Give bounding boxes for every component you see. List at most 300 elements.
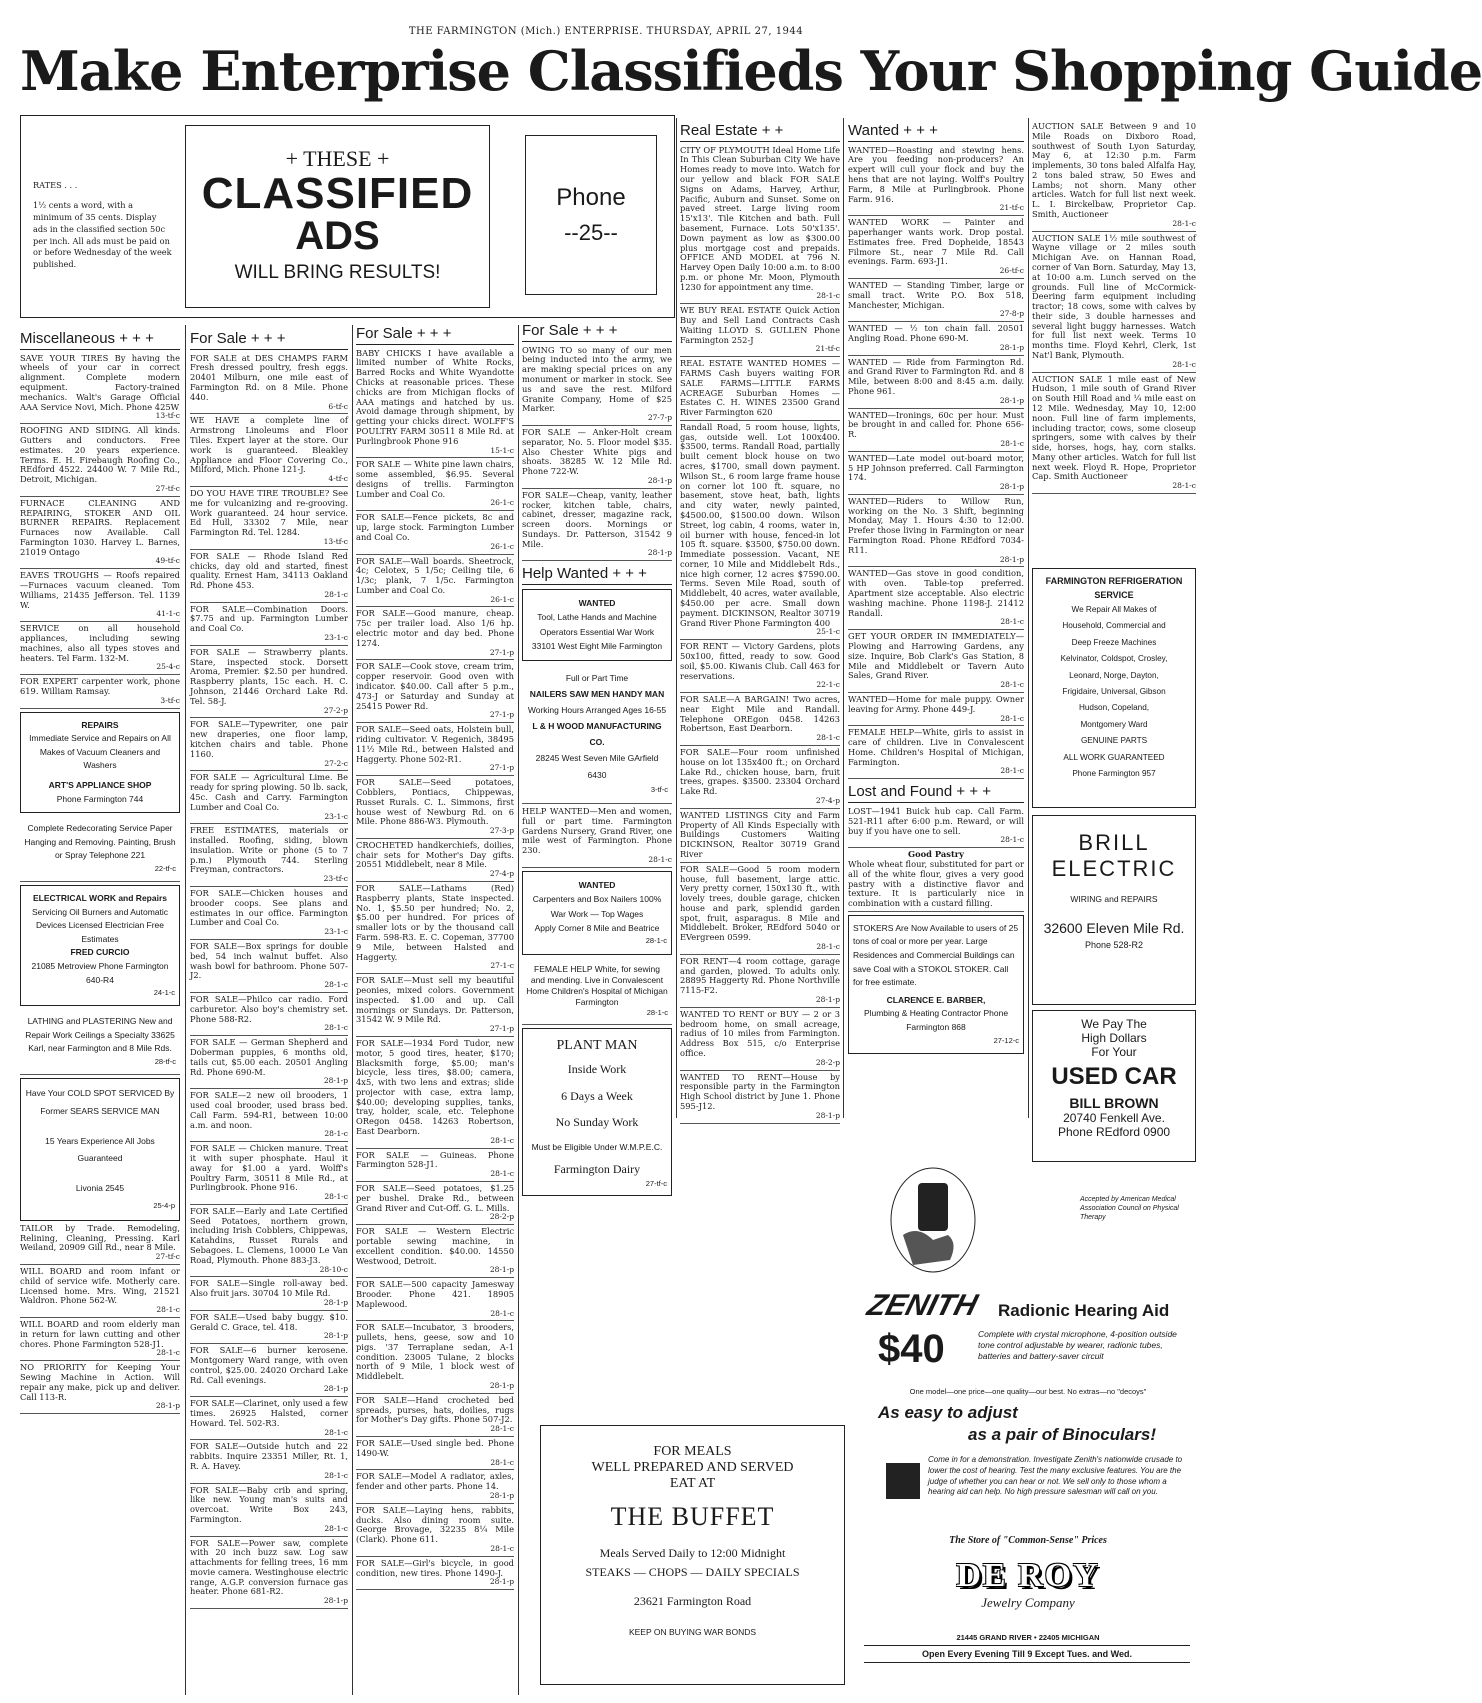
wanted2-body: Carpenters and Box Nailers 100% War Work — Top Wages: [532, 894, 662, 919]
lathing-ad: [20, 1009, 180, 1075]
ad-ref: 4-tf-c: [328, 474, 348, 484]
refrig-line: GENUINE PARTS: [1080, 736, 1148, 746]
plant-title: PLANT MAN: [556, 1038, 638, 1054]
classified-ad: [356, 1472, 514, 1503]
usedcar-phone: Phone REdford 0900: [1057, 1125, 1171, 1139]
ad-ref: 28-1-p: [323, 1384, 348, 1394]
female-ref: 28-1-c: [646, 1008, 668, 1018]
ad-text: Randall Road, 5 room house, lights, gas, outside well. Lot 100x400. $3500, terms. Randall Road, partially built cement block house on two acres, $1700, small down payment. Wilson St., 6 room large frame house on corner lot 100 ft. square, no basement, stove heat, bath, lights and city water, newly painted, $4500.00, $1500.00 down. Wilson Street, log cabin, 4 rooms, water in, oil burner with house, fenced-in lot 105 ft. square. $3500, $750.00 down. Immediate possession. Vacant, NE corner, 10 Mile and Middlebelt Rds., nice high corner, 12 acres $7590.00. Terms. Seven Mile Road, south of Middlebelt, 40 acres, water available, $450.00 per acre. Small down payment. DICKINSON, Realtor 30719 Grand River Phone Farmington 400: [680, 421, 840, 628]
section-realestate: Real Estate + +: [680, 122, 840, 142]
ad-ref: 28-1-c: [324, 980, 348, 990]
ad-ref: 28-1-c: [324, 1523, 348, 1533]
buffet-for-meals: FOR MEALS: [653, 1444, 732, 1459]
ad-ref: 15-1-c: [490, 445, 514, 455]
ad-ref: 27-3-p: [489, 826, 514, 836]
ad-text: WANTED WORK — Painter and paperhanger wants work. Drop postal. Estimates free. Fred Dopheide, 18543 Filmore St., near 7 Mile Rd. Call evenings. Farm. 693-J1.: [848, 217, 1024, 267]
classified-ad: [356, 609, 514, 660]
ad-ref: 26-tf-c: [999, 266, 1024, 276]
usedcar-big: USED CAR: [1051, 1063, 1177, 1090]
ad-ref: 28-1-c: [324, 1427, 348, 1437]
pastry-item: [848, 850, 1024, 912]
deroy-name: DE ROY: [956, 1557, 1100, 1594]
ad-text: WILL BOARD and room elderly man in return for lawn cutting and other chores. Phone Farmington 528-J1.: [20, 1319, 180, 1349]
ad-text: FOR SALE — Chicken manure. Treat it with super phosphate. Haul it away for $1.00 a yard. Wolff's Poultry Farm, 30511 8 Mile Rd., at Purlingbrook. Phone 916.: [190, 1143, 348, 1193]
ad-ref: 21-tf-c: [815, 344, 840, 354]
classified-ad: [680, 1073, 840, 1124]
classified-ad: [848, 146, 1024, 217]
ad-text: DO YOU HAVE TIRE TROUBLE? See me for vulcanizing and re-grooving. Work guaranteed. 24 hour service. Ed Hull, 33302 7 Mile, near Farmington Rd. Tel. 1284.: [190, 487, 348, 538]
classified-ad: [848, 695, 1024, 726]
company-ref: 3-tf-c: [650, 784, 668, 794]
electrical-body: Servicing Oil Burners and Automatic Devices Licensed Electrician Free Estimates: [31, 906, 169, 944]
classified-ad: [522, 491, 672, 562]
ad-ref: 28-1-c: [490, 1457, 514, 1467]
classified-ad: [190, 354, 348, 415]
electrical-title: ELECTRICAL WORK and Repairs: [33, 892, 167, 903]
ad-text: FOR SALE — Rhode Island Red chicks, day old and started, finest quality. Ernest Ham, 34113 Oakland Rd. Phone 453.: [190, 550, 348, 591]
refrig-line: Leonard, Norge, Dayton,: [1069, 670, 1159, 680]
refrig-line: ALL WORK GUARANTEED: [1063, 752, 1165, 762]
classified-ad: [356, 1227, 514, 1278]
classified-ad: [680, 642, 840, 693]
buffet-served: Meals Served Daily to 12:00 Midnight: [599, 1546, 786, 1560]
section-forsale: For Sale + + +: [356, 325, 514, 345]
wanted-title: WANTED: [578, 597, 616, 608]
ad-ref: 6-tf-c: [328, 401, 348, 411]
classified-ad: [680, 423, 840, 640]
ad-text: TAILOR by Trade. Remodeling, Relining, Cleaning, Pressing. Karl Weiland, 20909 Gill Rd., near 8 Mile.: [20, 1222, 180, 1253]
classified-ad: [190, 995, 348, 1036]
ad-ref: 28-1-p: [489, 1491, 514, 1501]
ad-ref: 28-1-c: [1000, 438, 1024, 448]
stokers-ref: 27-12-c: [993, 1035, 1019, 1045]
ad-text: AUCTION SALE Between 9 and 10 Mile Roads on Dixboro Road, southwest of South Lyon Saturday, May 6, at 12:30 p.m. Farm implements, 30 tons baled Alfalfa Hay, 2 tons baled straw, 50 Ewes and Lambs; not shorn. Many other articles. Watch for full list next week. L. I. Birckelbaw, Proprietor Cap. Smith, Auctioneer: [1032, 121, 1196, 220]
coldspot-text: Have Your COLD SPOT SERVICED By Former SEARS SERVICE MAN: [25, 1087, 175, 1116]
ad-ref: 26-1-c: [490, 541, 514, 551]
section-forsale: For Sale + + +: [190, 330, 348, 350]
classified-ad: [190, 1346, 348, 1397]
ad-text: WANTED — ½ ton chain fall. 20501 Angling Road. Phone 690-M.: [848, 323, 1024, 343]
classified-ad: [190, 416, 348, 487]
rates-body: 1½ cents a word, with a minimum of 35 cents. Display ads in the classified section 50c per inch. All ads must be paid on or before Wednesday of the week published.: [33, 199, 172, 270]
deroy-open: Open Every Evening Till 9 Except Tues. and Wed.: [864, 1645, 1190, 1663]
ad-ref: 28-1-p: [489, 1265, 514, 1275]
ad-text: WANTED—Riders to Willow Run, working on the No. 3 Shift, beginning Monday, May 1. Hours 4:30 to 12:00. Prefer those living in Farmington or near Farmington Road. Phone REdford 7034-R11.: [848, 495, 1024, 555]
usedcar-line1: We Pay The: [1081, 1017, 1147, 1031]
ad-ref: 27-1-p: [489, 1024, 514, 1034]
misc-column: [20, 330, 180, 1698]
classified-ad: [356, 725, 514, 776]
classified-ad: [356, 1280, 514, 1321]
ad-ref: 28-1-p: [647, 548, 672, 558]
ad-text: FOR SALE — White pine lawn chairs, some assembled, $6.95. Several designs of trellis. Farmington Lumber and Coal Co.: [356, 459, 514, 499]
ad-text: FOR SALE—Chicken houses and brooder coops. See plans and estimates in our office. Farmington Lumber and Coal Co.: [190, 888, 348, 928]
ad-text: FOR SALE—Typewriter, one pair new draperies, one floor lamp, kitchen chairs and table. Phone 1160.: [190, 719, 348, 759]
wanted-column: [848, 122, 1024, 1112]
ad-text: FOR SALE—Early and Late Certified Seed Potatoes, northern grown, including Irish Cobblers, Chippewas, Katahdins, Russet Rurals and Sebagoes. L. Clemens, 10000 Le Van Road, Plymouth. Phone 883-J3.: [190, 1205, 348, 1265]
lost-ad: [848, 807, 1024, 848]
ad-ref: 28-1-c: [324, 1470, 348, 1480]
wanted2-title: WANTED: [578, 879, 616, 890]
deroy-addr: 21445 GRAND RIVER • 22405 MICHIGAN: [956, 1633, 1100, 1642]
ad-text: FOR SALE—Used baby buggy. $10. Gerald C. Grace, tel. 418.: [190, 1311, 348, 1332]
lost-ref: 28-1-c: [1000, 835, 1024, 845]
classified-ad: [190, 605, 348, 646]
carpenters-wanted-ad: [522, 871, 672, 956]
classified-ad: [190, 1207, 348, 1278]
forsale-column-3: [522, 322, 672, 1412]
classified-ad: [190, 1144, 348, 1205]
classified-ad: [356, 349, 514, 459]
classified-ad: [356, 460, 514, 511]
phone-label: Phone: [556, 184, 626, 211]
promo-these: + THESE +: [285, 146, 390, 171]
ad-text: FOR SALE—Laying hens, rabbits, ducks. Also dining room suite. George Brovage, 32235 8¼ Mile (Clark). Phone 611.: [356, 1504, 514, 1545]
ad-ref: 28-1-c: [324, 1129, 348, 1139]
refrig-title: FARMINGTON REFRIGERATION SERVICE: [1045, 576, 1183, 600]
classified-ad: [848, 281, 1024, 322]
refrig-line: We Repair All Makes of: [1071, 605, 1157, 614]
ad-text: FOR SALE—Wall boards. Sheetrock, 4c; Celotex, 5 1/5c; Ceiling tile, 6 1/3c; plank, 7 1/5c. Farmington Lumber and Coal Co.: [356, 555, 514, 595]
wanted2-addr: Apply Corner 8 Mile and Beatrice: [534, 923, 660, 934]
company-addr: 28245 West Seven Mile GArfield 6430: [535, 753, 659, 780]
plant-ref: 27-tf-c: [645, 1179, 667, 1189]
column-rule: [185, 325, 186, 1695]
ad-ref: 28-1-c: [490, 1424, 514, 1434]
classified-ad: [190, 826, 348, 887]
section-wanted: Wanted + + +: [848, 122, 1024, 142]
ad-ref: 28-1-c: [490, 1544, 514, 1553]
ad-text: OWING TO so many of our men being inducted into the army, we are making special prices on any monument or marker in stock. See us and save the rest. Milford Granite Company, Home of $25 Marker.: [522, 344, 672, 414]
classified-ad: [190, 1279, 348, 1310]
classified-ad: [356, 884, 514, 974]
ad-text: WANTED TO RENT or BUY — 2 or 3 bedroom home, on small acreage, radius of 10 miles from Farmington. Address Box 515, c/o Enterprise office.: [680, 1008, 840, 1058]
ad-text: FOR SALE—Good 5 room modern house, full basement, large attic. Very pretty corner, 150x130 ft., with lovely trees, double garage, chicken house and park, splendid garden spot, fruit, asparagus. 8 Mile and Middlebelt. Broker, REdford 5040 or EVergreen 0599.: [680, 863, 840, 943]
classified-ad: [848, 632, 1024, 693]
section-forsale: For Sale + + +: [522, 322, 672, 342]
classified-ad: [20, 1224, 180, 1265]
ad-ref: 28-1-c: [490, 1308, 514, 1318]
ad-ref: 28-1-c: [1172, 359, 1196, 369]
ad-text: FOR SALE—Four room unfinished house on lot 135x400 ft.; on Orchard Lake Rd., chicken house, barn, fruit trees, grapes. $3500. 23304 Orchard Lake Rd.: [680, 747, 840, 797]
classified-ad: [20, 571, 180, 622]
hours: Working Hours Arranged Ages 16-55: [527, 705, 667, 715]
buffet-well: WELL PREPARED AND SERVED: [591, 1460, 794, 1475]
ad-ref: 13-tf-c: [323, 536, 348, 546]
usedcar-line3: For Your: [1091, 1045, 1137, 1059]
section-helpwanted: Help Wanted + + +: [522, 565, 672, 585]
classified-ad: [190, 1399, 348, 1440]
classified-ad: [356, 841, 514, 882]
ad-text: WANTED — Ride from Farmington Rd. and Grand River to Farmington Rd. and 8 Mile, between 8:00 and 8:45 a.m. daily. Phone 961.: [848, 356, 1024, 396]
ad-text: WANTED—Home for male puppy. Owner leaving for Army. Phone 449-J.: [848, 693, 1024, 714]
ad-text: AUCTION SALE 1 mile east of New Hudson, 1 mile south of Grand River on South Hill Road and ¼ mile east on 12 Mile. Wednesday, May 10, 12:00 noon. Full line of farm implements, including tractor, cows, some closeup springers, some with calves by their side, horses, hogs, hay, corn stalks. Many other articles. Watch for full list next week. Floyd R. Hope, Proprietor Cap. Smith Auctioneer: [1032, 373, 1196, 482]
classified-ad: [680, 146, 840, 305]
tool-wanted-ad: [522, 589, 672, 661]
ad-ref: 28-1-c: [156, 1305, 180, 1315]
electrical-ad: [20, 885, 180, 1006]
classified-ad: [190, 942, 348, 993]
classified-ad: [20, 1267, 180, 1318]
ad-text: WANTED LISTINGS City and Farm Property of All Kinds Especially with Buildings Customers Waiting DICKINSON, Realtor 30719 Grand River: [680, 809, 840, 859]
pastry-title: Good Pastry: [908, 849, 964, 860]
female-help-ad: [522, 958, 672, 1025]
classified-ad: [356, 513, 514, 554]
phone-number: --25--: [564, 220, 618, 245]
ad-text: WANTED—Late model out-board motor, 5 HP Johnson preferred. Call Farmington 174.: [848, 452, 1024, 483]
refrig-line: Hudson, Copeland,: [1078, 703, 1150, 713]
ad-text: FOR SALE—Clarinet, only used a few times. 26925 Halsted, corner Howard. Tel. 502-R3.: [190, 1398, 348, 1428]
refrig-line: Montgomery Ward: [1080, 719, 1148, 729]
classified-ad: [848, 324, 1024, 355]
ad-text: FOR SALE—Used single bed. Phone 1490-W.: [356, 1438, 514, 1458]
redecorating-ref: 22-tf-c: [154, 863, 176, 873]
classified-ad: [356, 557, 514, 608]
brill-ad: [1032, 815, 1196, 1005]
wanted-addr: 33101 West Eight Mile Farmington: [531, 641, 663, 652]
ad-ref: 28-1-c: [1000, 766, 1024, 776]
classified-ad: [356, 1396, 514, 1437]
buffet-ad: [540, 1425, 845, 1685]
appliance-phone: Phone Farmington 744: [56, 793, 144, 804]
plant-elig: Must be Eligible Under W.M.P.E.C.: [531, 1142, 663, 1153]
brill-name1: BRILL: [1078, 830, 1150, 855]
buffet-name: THE BUFFET: [610, 1502, 775, 1531]
binoculars-icon: [886, 1463, 920, 1499]
electrical-ref: 24-1-c: [153, 988, 175, 998]
ad-text: WANTED — Standing Timber, large or small tract. Write P.O. Box 518, Manchester, Michigan.: [848, 279, 1024, 310]
ad-text: WILL BOARD and room infant or child of service wife. Motherly care. Licensed home. Mrs. Wing, 21521 Waldron. Phone 562-W.: [20, 1266, 180, 1306]
zenith-desc: Complete with crystal microphone, 4-position outside tone control adjustable by wearer, radionic tubes, batteries and battery-saver circuit: [978, 1329, 1177, 1362]
classified-ad: [20, 677, 180, 708]
ad-text: FOR RENT—4 room cottage, garage and garden, plowed. To adults only. 28895 Haggerty Rd. Phone Northville 7115-F2.: [680, 955, 840, 996]
stokers-name: CLARENCE E. BARBER,: [886, 994, 986, 1005]
redecorating-ad: [20, 816, 180, 882]
ad-ref: 28-1-p: [999, 482, 1024, 492]
ad-text: WE BUY REAL ESTATE Quick Action Buy and Sell Land Contracts Cash Waiting LLOYD S. GULLEN Phone Farmington 252-J: [680, 305, 840, 345]
refrig-line: Frigidaire, Universal, Gibson: [1062, 687, 1166, 697]
plant-line-1: Inside Work: [567, 1062, 627, 1077]
ad-ref: 28-1-p: [323, 1298, 348, 1307]
ad-text: FOR SALE—Model A radiator, axles, fender and other parts. Phone 14.: [356, 1471, 514, 1492]
forsale-column-1: [190, 330, 348, 1698]
ad-text: FOR SALE—500 capacity Jamesway Brooder. Phone 421. 18905 Maplewood.: [356, 1279, 514, 1309]
ad-ref: 27-4-p: [815, 796, 840, 805]
usedcar-ad: [1032, 1010, 1196, 1162]
ad-text: NO PRIORITY for Keeping Your Sewing Machine in Action. Will repair any make, pick up and deliver. Call 113-R.: [20, 1362, 180, 1402]
ad-ref: 28-1-c: [1000, 617, 1024, 627]
promo-classified: CLASSIFIED: [201, 169, 474, 218]
rates-title: RATES . . .: [33, 180, 78, 190]
classified-ad: [190, 1486, 348, 1537]
ad-text: FURNACE CLEANING AND REPAIRING, STOKER AND OIL BURNER REPAIRS. Replacement Furnaces now Available. Call Farmington 1030. Harvey L. Barnes, 21019 Ontago: [20, 497, 180, 557]
classified-ad: [356, 1184, 514, 1225]
ad-text: FOR EXPERT carpenter work, phone 619. William Ramsay.: [20, 676, 180, 696]
ad-text: FOR SALE—Seed oats, Holstein bull, riding cultivator. V. Regenich, 38495 11½ Mile Rd., between Halsted and Haggerty. Phone 502-R1.: [356, 724, 514, 764]
classified-ad: [1032, 122, 1196, 232]
ad-text: FOR SALE — Anker-Holt cream separator, No. 5. Floor model $35. Also Chester White pigs and shoats. 38285 W. 12 Mile Rd. Phone 722-W.: [522, 427, 672, 477]
ad-ref: 28-1-p: [155, 1401, 180, 1411]
masthead: THE FARMINGTON (Mich.) ENTERPRISE. THURSDAY, APRIL 27, 1944: [408, 26, 804, 37]
classified-ad: [522, 346, 672, 426]
ad-ref: 28-1-p: [999, 554, 1024, 564]
classified-ad: [20, 354, 180, 425]
buffet-addr: 23621 Farmington Road: [633, 1594, 752, 1608]
classified-ad: [680, 957, 840, 1008]
ad-ref: 28-1-c: [1172, 481, 1196, 491]
ad-ref: 28-1-c: [324, 1192, 348, 1202]
ad-text: FOR SALE — Guineas. Phone Farmington 528-J1.: [356, 1149, 514, 1170]
classified-ad: [190, 1091, 348, 1142]
ad-text: SERVICE on all household appliances, including sewing machines, also all types stoves and heaters. Tel Farm. 132-M.: [20, 623, 180, 663]
ad-text: FOR SALE—2 new oil brooders, 1 used coal brooder, used brass bed. Call Farm. 594-R1, between 10:00 a.m. and noon.: [190, 1090, 348, 1130]
ad-text: FOR SALE — German Shepherd and Doberman puppies, 6 months old, tails cut, $5.00 each. 20501 Angling Rd. Phone 690-M.: [190, 1037, 348, 1077]
lathing-ref: 28-tf-c: [154, 1056, 176, 1066]
ad-ref: 28-1-p: [323, 1331, 348, 1341]
coldspot-exp: 15 Years Experience All Jobs Guaranteed: [45, 1135, 155, 1164]
ad-text: FOR SALE—Box springs for double bed, 54 inch walnut buffet. Also wash bowl for bathroom. Phone 507-J2.: [190, 941, 348, 981]
brill-addr: 32600 Eleven Mile Rd.: [1043, 920, 1185, 936]
auction-column: [1032, 122, 1196, 562]
stokers-text: STOKERS Are Now Available to users of 25 tons of coal or more per year. Large Residences and Commercial Buildings can save Coal with a STOKOL STOKER. Call for free estimate.: [853, 922, 1019, 988]
classified-ad: [680, 359, 840, 421]
ad-text: GET YOUR ORDER IN IMMEDIATELY—Plowing and Harrowing Gardens, any size. Inquire, Bob Clark's Gas Station, 8 Mile and Middlebelt or Tavern Auto Sales, Grand River.: [848, 631, 1024, 681]
ad-ref: 41-1-c: [156, 609, 180, 619]
classified-ad: [522, 428, 672, 489]
ad-ref: 27-1-c: [490, 961, 514, 971]
phone-box: [525, 135, 657, 295]
hand-holding-device-icon: [888, 1165, 978, 1275]
ad-ref: 23-1-c: [324, 811, 348, 821]
classified-ad: [1032, 375, 1196, 494]
nursery-ad: [522, 807, 672, 868]
ad-ref: 28-2-p: [815, 1057, 840, 1067]
classified-ad: [848, 411, 1024, 452]
classified-ad: [1032, 234, 1196, 373]
ad-ref: 25-4-c: [156, 662, 180, 672]
classified-ad: [190, 1038, 348, 1089]
ad-ref: 28-1-c: [156, 1348, 180, 1358]
buffet-eat: EAT AT: [669, 1476, 716, 1491]
ad-ref: 27-4-p: [489, 869, 514, 879]
ad-text: FOR SALE—Hand crocheted bed spreads, purses, hats, doilies, rugs for Mother's Day gifts. Phone 507-J2.: [356, 1394, 514, 1425]
wanted-body: Tool, Lathe Hands and Machine Operators Essential War Work: [537, 612, 657, 637]
ad-text: FOR SALE—Power saw, complete with 20 inch buzz saw. Log saw attachments for felling trees, 16 mm movie camera. Westinghouse electric range, A.G.P. conversion furnace gas heater. Phone 681-R2.: [190, 1537, 348, 1597]
ad-ref: 28-1-c: [816, 733, 840, 743]
company: L & H WOOD MANUFACTURING CO.: [532, 721, 662, 748]
classified-ad: [190, 889, 348, 940]
forsale-column-2: [356, 325, 514, 1698]
deroy-jewelry: Jewelry Company: [981, 1595, 1075, 1610]
ad-ref: 27-tf-c: [155, 1252, 180, 1262]
ad-ref: 26-1-c: [490, 594, 514, 604]
ad-text: FOR SALE—Must sell my beautiful peonies, mixed colors. Government inspected. $1.00 and up. Call mornings or Sundays. Dr. Patterson, 31542 W. 9 Mile Rd.: [356, 975, 514, 1025]
refrig-line: Kelvinator, Coldspot, Crosley,: [1060, 654, 1168, 664]
ad-ref: 28-1-c: [816, 942, 840, 951]
wanted2-ref: 28-1-c: [645, 936, 667, 946]
usedcar-line2: High Dollars: [1081, 1031, 1147, 1045]
brill-name2: ELECTRIC: [1051, 856, 1177, 881]
refrigeration-ad: [1032, 568, 1196, 808]
section-lostfound: Lost and Found + + +: [848, 783, 1024, 803]
section-misc: Miscellaneous + + +: [20, 330, 180, 350]
promo-results: WILL BRING RESULTS!: [234, 262, 441, 283]
ad-text: SAVE YOUR TIRES By having the wheels of your car in correct alignment. Complete modern equipment. Factory-trained mechanics. Walt's Garage Official AAA Service Novi, Mich. Phone 425W: [20, 352, 180, 412]
lathing-text: LATHING and PLASTERING New and Repair Work Ceilings a Specialty 33625 Karl, near Farmington and 8 Mile Rds.: [25, 1016, 175, 1054]
ad-ref: 28-2-p: [489, 1212, 514, 1222]
classified-ad: [356, 976, 514, 1037]
classified-ad: [20, 1320, 180, 1361]
ad-ref: 28-1-p: [323, 1076, 348, 1086]
ad-ref: 28-1-p: [489, 1381, 514, 1391]
classified-ad: [356, 1506, 514, 1557]
ad-text: FOR SALE—Seed potatoes, $1.25 per bushel. Drake Rd., between Grand River and Cut-Off. G. L. Mills.: [356, 1183, 514, 1213]
classified-ad: [680, 1010, 840, 1071]
ad-ref: 28-1-p: [815, 1110, 840, 1120]
realestate-column: [680, 122, 840, 1422]
classified-ad: [190, 648, 348, 719]
ad-text: AUCTION SALE 1½ mile southwest of Wayne village or 2 miles south Michigan Ave. on Hannan Road, corner of Van Born. Saturday, May 13, at 10:00 a.m. Lunch served on the grounds. Full line of McCormick-Deering farm equipment including tractor; 18 cows, some with calves by their side, 3 double harnesses and several light buggy harnesses. Watch for full list next week. Terms 10 months time. Floyd Kehrl, Clerk, 1st Nat'l Bank, Plymouth.: [1032, 232, 1196, 361]
classified-ad: [680, 695, 840, 746]
ad-text: FOR SALE—1934 Ford Tudor, new motor, 5 good tires, heater, $170; Blacksmith forge, $5.00; man's bicycle, less tires, $8.00; camera, 4x5, with two lens and extras; slide projector with case, extra lamp, $40.00; developing supplies, tanks, tray, holder, scale, etc. Telephone ORegon 0458. 14263 Robertson, East Dearborn.: [356, 1037, 514, 1136]
classified-ad: [190, 1539, 348, 1610]
classified-ad: [190, 720, 348, 771]
repairs-ad: [20, 712, 180, 814]
classified-ad: [356, 1323, 514, 1394]
ad-ref: 28-1-c: [1172, 218, 1196, 228]
ad-ref: 28-1-c: [490, 1135, 514, 1145]
refrig-line: Phone Farmington 957: [1072, 769, 1156, 779]
classified-ad: [680, 811, 840, 863]
plant-company: Farmington Dairy: [553, 1162, 641, 1177]
column-rule: [676, 118, 677, 1118]
ad-text: FOR SALE—Outside hutch and 22 rabbits. Inquire 23351 Miller, Rt. 1, R. A. Havey.: [190, 1441, 348, 1471]
jobs: NAILERS SAW MEN HANDY MAN: [529, 688, 665, 699]
ad-ref: 27-1-p: [489, 763, 514, 773]
column-rule: [1028, 118, 1029, 1118]
ad-ref: 28-1-c: [1000, 680, 1024, 690]
stokers-sub: Plumbing & Heating Contractor Phone Farmington 868: [863, 1008, 1009, 1033]
classified-ad: [848, 728, 1024, 779]
ad-ref: 27-2-p: [323, 705, 348, 715]
promo-ads: ADS: [295, 214, 380, 258]
ad-ref: 13-tf-c: [155, 411, 180, 421]
ad-text: EAVES TROUGHS — Roofs repaired—Furnaces vacuum cleaned. Tom Williams, 21435 Jefferson. Tel. 1139 W.: [20, 570, 180, 610]
column-rule: [843, 118, 844, 1118]
ad-text: ROOFING AND SIDING. All kinds. Gutters and conductors. Free estimates. 20 years experience. Terms. E. H. Firebaugh Roofing Co., REdford 4522. 24400 W. 7 Mile Rd., Detroit, Michigan.: [20, 425, 180, 485]
ad-text: FOR RENT — Victory Gardens, plots 50x100, fitted, ready to sow. Good soil, $5.00. Kiwanis Club. Call 463 for reservations.: [680, 641, 840, 681]
classified-ad: [680, 865, 840, 955]
ad-text: FREE ESTIMATES, materials or installed. Roofing, siding, blown insulation. Write or phone (5 to 7 p.m.) Plymouth 744. Sterling Freyman, contractors.: [190, 825, 348, 875]
nursery-ref: 28-1-c: [648, 854, 672, 864]
ad-ref: 28-1-p: [647, 475, 672, 485]
zenith-easy2: as a pair of Binoculars!: [968, 1425, 1156, 1444]
ad-ref: 28-1-p: [323, 1596, 348, 1606]
ad-ref: 26-1-c: [490, 498, 514, 508]
column-rule: [352, 325, 353, 1695]
ad-ref: 28-1-c: [324, 1023, 348, 1033]
coldspot-ref: 25-4-p: [153, 1201, 175, 1211]
zenith-brand: ZENITH: [863, 1289, 981, 1322]
ad-ref: 27-8-p: [999, 309, 1024, 319]
stokers-ad: [848, 915, 1024, 1054]
classified-ad: [356, 1039, 514, 1149]
ad-ref: 28-1-p: [999, 395, 1024, 405]
classified-ad: [680, 306, 840, 357]
appliance-shop: ART'S APPLIANCE SHOP: [48, 780, 152, 790]
ad-text: FOR SALE—Lathams (Red) Raspberry plants, State inspected. No. 1, $5.50 per hundred; No. 2, $5.00 per hundred. For prices of smaller lots or by the thousand call Farm. 598-R3. E. C. Copeman, 37700 9 Mile, between Halsted and Haggerty.: [356, 883, 514, 962]
classified-ad: [848, 218, 1024, 279]
